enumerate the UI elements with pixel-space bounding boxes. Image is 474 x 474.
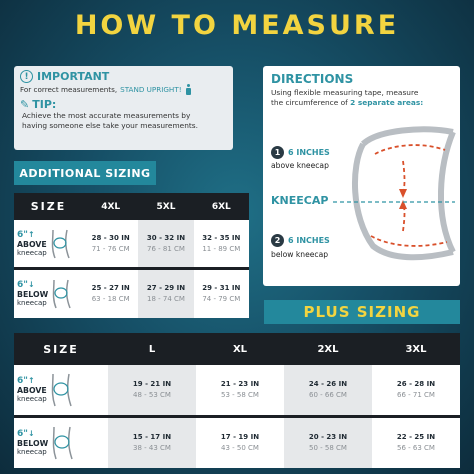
important-heading: IMPORTANT (37, 70, 110, 83)
info-icon: ! (20, 70, 33, 83)
centimeters-value: 63 - 18 CM (91, 295, 130, 303)
plus-sizing-banner: PLUS SIZING (264, 300, 460, 324)
knee-outline-right (441, 132, 453, 252)
row-label-above (14, 365, 108, 415)
step-2-label: below kneecap (271, 250, 329, 259)
cell-l-below (108, 418, 196, 468)
centimeters-value: 50 - 58 CM (309, 444, 347, 452)
col-header-6xl: 6XL (194, 193, 249, 220)
centimeters-value: 56 - 63 CM (397, 444, 435, 452)
step-1-distance: 6 INCHES (288, 148, 330, 157)
centimeters-value: 43 - 50 CM (221, 444, 259, 452)
centimeters-value: 48 - 53 CM (133, 391, 171, 399)
inches-value: 24 - 26 IN (308, 380, 348, 388)
inches-value: 21 - 23 IN (220, 380, 260, 388)
step-1 (271, 146, 330, 159)
above-label: ABOVE (17, 239, 47, 249)
size-header: SIZE (14, 193, 83, 220)
directions-line-2b: 2 separate areas: (350, 98, 424, 107)
additional-sizing-table (14, 193, 249, 318)
arrow-up-icon: ↑ (27, 376, 35, 385)
knee-outline-top (363, 129, 453, 144)
tip-line-1: Achieve the most accurate measurements by (22, 111, 191, 120)
tip-line-2: having someone else take your measurements. (22, 121, 198, 130)
cell-5xl-above (138, 220, 193, 267)
centimeters-value: 18 - 74 CM (147, 295, 185, 303)
step-2 (271, 234, 330, 247)
inches-value: 27 - 29 IN (146, 284, 186, 292)
directions-line-2a: the circumference of (271, 98, 348, 107)
directions-line-2 (271, 98, 452, 108)
pencil-icon: ✎ (20, 98, 30, 111)
col-header-3xl: 3XL (372, 333, 460, 365)
tip-heading: TIP: (32, 98, 57, 111)
cell-6xl-above (194, 220, 249, 267)
row-label-above (14, 220, 83, 267)
additional-sizing-banner: ADDITIONAL SIZING (14, 161, 156, 185)
measure-line-below (371, 236, 447, 246)
arrow-up-icon: ↑ (27, 229, 35, 239)
inches-value: 19 - 21 IN (132, 380, 172, 388)
six-inch-label: 6" (17, 376, 28, 386)
tip-heading-row (20, 98, 227, 111)
directions-card (263, 66, 460, 286)
col-header-2xl: 2XL (284, 333, 372, 365)
inches-value: 26 - 28 IN (396, 380, 436, 388)
measure-line-above (375, 145, 445, 154)
step-2-distance: 6 INCHES (288, 236, 330, 245)
six-inch-label: 6" (17, 280, 28, 290)
knee-icon (50, 425, 74, 461)
size-header: SIZE (14, 333, 108, 365)
centimeters-value: 76 - 81 CM (147, 244, 185, 253)
knee-icon (49, 372, 73, 408)
kneecap-label: KNEECAP (271, 194, 331, 207)
six-inch-label: 6" (17, 429, 28, 439)
cell-4xl-above (83, 220, 138, 267)
above-label: ABOVE (17, 386, 47, 395)
inches-value: 22 - 25 IN (396, 433, 436, 441)
arrow-down-icon (399, 189, 407, 198)
centimeters-value: 11 - 89 CM (202, 244, 241, 253)
step-2-number: 2 (271, 234, 284, 247)
centimeters-value: 74 - 79 CM (202, 295, 241, 303)
directions-text (271, 88, 452, 108)
row-label-below (14, 270, 83, 318)
important-heading-row (20, 70, 227, 83)
cell-6xl-below (194, 270, 249, 318)
col-header-4xl: 4XL (83, 193, 138, 220)
kneecap-sub-label: kneecap (17, 395, 47, 403)
table-row-below (14, 270, 249, 318)
cell-3xl-below (372, 418, 460, 468)
six-inch-label: 6" (17, 229, 28, 240)
inches-value: 25 - 27 IN (91, 284, 130, 292)
inches-value: 32 - 35 IN (202, 233, 241, 242)
inches-value: 28 - 30 IN (91, 233, 130, 242)
cell-l-above (108, 365, 196, 415)
arrow-down-icon: ↓ (27, 429, 35, 438)
step-1-number: 1 (271, 146, 284, 159)
centimeters-value: 53 - 58 CM (221, 391, 259, 399)
knee-icon (50, 278, 72, 310)
page-title: HOW TO MEASURE (74, 10, 400, 41)
important-line-b: STAND UPRIGHT! (120, 85, 182, 94)
cell-xl-above (196, 365, 284, 415)
tip-text (20, 111, 227, 131)
kneecap-sub-label: kneecap (17, 248, 47, 257)
inches-value: 20 - 23 IN (308, 433, 348, 441)
table-row-above (14, 220, 249, 267)
cell-xl-below (196, 418, 284, 468)
directions-heading: DIRECTIONS (271, 72, 354, 86)
person-icon (185, 84, 192, 95)
centimeters-value: 66 - 71 CM (397, 391, 435, 399)
important-card (14, 66, 233, 150)
important-text (20, 84, 227, 95)
col-header-xl: XL (196, 333, 284, 365)
inches-value: 29 - 31 IN (202, 284, 241, 292)
kneecap-sub-label: kneecap (17, 299, 47, 307)
cell-2xl-below (284, 418, 372, 468)
table-row-below (14, 418, 460, 468)
col-header-l: L (108, 333, 196, 365)
inches-value: 15 - 17 IN (132, 433, 172, 441)
cell-2xl-above (284, 365, 372, 415)
important-line-a: For correct measurements, (20, 85, 118, 94)
arrow-down-icon: ↓ (27, 280, 35, 289)
col-header-5xl: 5XL (138, 193, 193, 220)
kneecap-sub-label: kneecap (17, 448, 47, 456)
inches-value: 30 - 32 IN (146, 233, 186, 242)
centimeters-value: 38 - 43 CM (133, 444, 171, 452)
inches-value: 17 - 19 IN (220, 433, 260, 441)
step-1-label: above kneecap (271, 161, 329, 170)
cell-5xl-below (138, 270, 193, 318)
cell-3xl-above (372, 365, 460, 415)
plus-sizing-table (14, 333, 460, 468)
table-row-above (14, 365, 460, 415)
below-label: BELOW (17, 439, 49, 448)
knee-icon (49, 228, 71, 260)
centimeters-value: 60 - 66 CM (309, 391, 347, 399)
centimeters-value: 71 - 76 CM (91, 244, 130, 253)
below-label: BELOW (17, 290, 49, 299)
cell-4xl-below (83, 270, 138, 318)
row-label-below (14, 418, 108, 468)
directions-line-1: Using flexible measuring tape, measure (271, 88, 419, 97)
